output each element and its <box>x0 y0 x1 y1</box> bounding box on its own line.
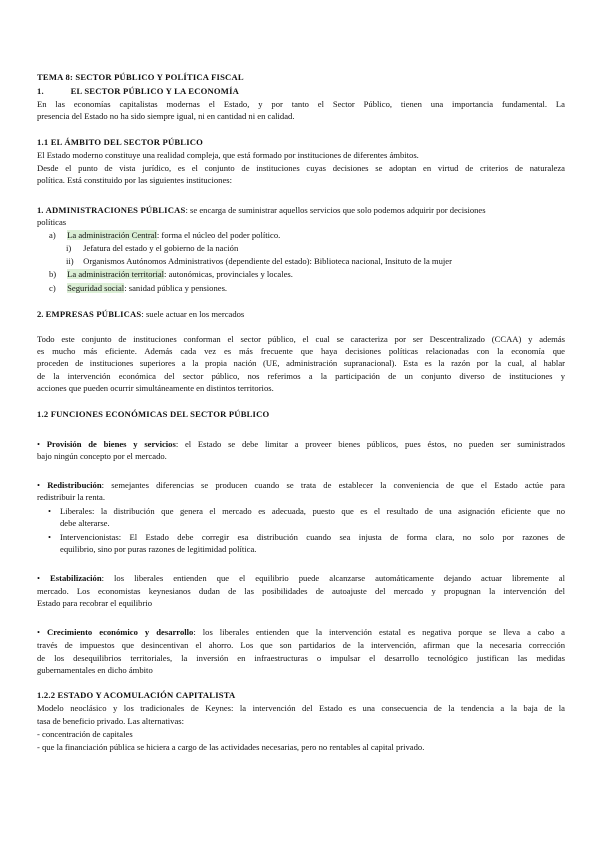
list-item-a <box>49 230 280 241</box>
estabilizacion-line-3: Estado para recobrar el equilibrio <box>37 598 153 608</box>
estabilizacion-text: : los liberales entienden que el equilibrio puede alcanzarse automáticamente dejando actuar libremente al <box>101 573 565 583</box>
list-item-text: Organismos Autónomos Administrativos (dependiente del estado): Biblioteca nacional, Insituto de la mujer <box>83 256 452 266</box>
s122-line-1: Modelo neoclásico y los tradicionales de Keynes: la intervención del Estado es una consecuencia de la tendencia a la baja de la <box>37 703 565 713</box>
list-item-i <box>66 243 238 254</box>
list-marker: b) <box>49 269 57 279</box>
list-marker: ii) <box>66 256 74 266</box>
list-item-c <box>49 283 227 294</box>
section-1-heading <box>37 86 565 97</box>
estabilizacion-line <box>37 573 565 584</box>
list-marker: a) <box>49 230 56 240</box>
s11-line-2: Desde el punto de vista jurídico, es el conjunto de instituciones cuyas decisiones se adoptan en virtud de criterios de naturaleza <box>37 163 565 173</box>
redistribucion-cont: redistribuir la renta. <box>37 492 106 502</box>
provision-line <box>37 439 565 450</box>
s11-line-1: El Estado moderno constituye una realidad compleja, que está formado por instituciones de diferentes ámbitos. <box>37 150 419 160</box>
administraciones-label: ADMINISTRACIONES PÚBLICAS <box>45 205 186 215</box>
estabilizacion-label: Estabilización <box>50 573 102 583</box>
conjunto-line-2: es mucho más eficiente. Además cada vez es más frecuente que haya decisiones políticas relacionadas con la economía que <box>37 346 565 356</box>
highlight-text: La administración Central <box>67 230 157 240</box>
list-item-text: : sanidad pública y pensiones. <box>124 283 228 293</box>
bullet-icon: • <box>37 439 41 449</box>
crecimiento-line-3: de los desequilibrios territoriales, la inversión en infraestructuras o impulsar el desarrollo tecnológico justifican las medidas <box>37 653 565 663</box>
crecimiento-text: : los liberales entienden que la intervención estatal es negativa porque se lleva a cabo a <box>193 627 565 637</box>
empresas-number: 2. <box>37 309 44 319</box>
crecimiento-label: Crecimiento económico y desarrollo <box>47 627 194 637</box>
bullet-icon: • <box>37 627 41 637</box>
section-1-title: EL SECTOR PÚBLICO Y LA ECONOMÍA <box>70 86 240 96</box>
empresas-line <box>37 309 565 320</box>
conjunto-line-5: acciones que pueden ocurrir simultáneamente en distintos territorios. <box>37 383 274 393</box>
estabilizacion-line-2: mercado. Los economistas keynesianos dudan de las posibilidades de autoajuste del mercado y propugnan la intervención del <box>37 586 565 596</box>
section-1-2-2-heading: 1.2.2 ESTADO Y ACOMULACIÓN CAPITALISTA <box>37 690 236 700</box>
bullet-icon: • <box>37 480 41 490</box>
redistribucion-label: Redistribución <box>47 480 102 490</box>
provision-text: : el Estado se debe limitar a proveer bienes públicos, pues éstos, no pueden ser suministrados <box>175 439 565 449</box>
list-item-text: Jefatura del estado y el gobierno de la nación <box>83 243 239 253</box>
administraciones-text: : se encarga de suministrar aquellos servicios que solo podemos adquirir por decisiones <box>185 205 486 215</box>
provision-label: Provisión de bienes y servicios <box>46 439 176 449</box>
bullet-icon: • <box>37 573 41 583</box>
administraciones-line <box>37 205 565 216</box>
highlight-text: Seguridad social <box>67 283 125 293</box>
highlight-text: La administración territorial <box>67 269 165 279</box>
crecimiento-line-2: través de impuestos que desincentivan el ahorro. Los que son partidarios de la intervención, afirman que la necesaria corrección <box>37 640 565 650</box>
empresas-label: EMPRESAS PÚBLICAS <box>45 309 142 319</box>
document-title: TEMA 8: SECTOR PÚBLICO Y POLÍTICA FISCAL <box>37 72 244 82</box>
list-item-text: : forma el núcleo del poder político. <box>156 230 281 240</box>
list-item-text: : autonómicas, provinciales y locales. <box>164 269 293 279</box>
section-1-2-heading: 1.2 FUNCIONES ECONÓMICAS DEL SECTOR PÚBLICO <box>37 409 270 419</box>
section-1-1-heading: 1.1 EL ÁMBITO DEL SECTOR PÚBLICO <box>37 137 204 147</box>
crecimiento-line <box>37 627 565 638</box>
empresas-text: : suele actuar en los mercados <box>141 309 245 319</box>
bullet-icon: • <box>48 532 52 542</box>
provision-cont: bajo ningún concepto por el mercado. <box>37 451 167 461</box>
intervencionistas-line-2: equilibrio, sino por puras razones de legitimidad política. <box>60 544 257 554</box>
liberales-line-1: Liberales: la distribución que genera el mercado es adecuada, puesto que es el resultado de una asignación eficiente que no <box>60 506 565 516</box>
liberales-line-2: debe alterarse. <box>60 518 110 528</box>
s122-line-3: - concentración de capitales <box>37 729 133 739</box>
intervencionistas-line-1: Intervencionistas: El Estado debe corregir esa distribución cuando sea injusta de forma clara, no solo por razones de <box>60 532 565 542</box>
conjunto-line-3: proceden de instituciones superiores a la propia nación (UE, administración supranacional). Esta es la razón por la cual, al hablar <box>37 358 565 368</box>
redistribucion-line <box>37 480 565 491</box>
list-item-ii <box>66 256 452 267</box>
crecimiento-line-4: gubernamentales en dicho ámbito <box>37 665 153 675</box>
conjunto-line-1: Todo este conjunto de instituciones conforman el sector público, el cual se caracteriza por ser Descentralizado (CCAA) y además <box>37 334 565 344</box>
list-item-b <box>49 269 293 280</box>
section-1-number: 1. <box>37 86 44 96</box>
intro-line-1: En las economías capitalistas modernas el Estado, y por tanto el Sector Público, tienen una importancia fundamental. La <box>37 99 565 109</box>
list-marker: i) <box>66 243 72 253</box>
administraciones-number: 1. <box>37 205 44 215</box>
administraciones-cont: políticas <box>37 217 67 227</box>
bullet-icon: • <box>48 506 52 516</box>
s122-line-4: - que la financiación pública se hiciera a cargo de las actividades necesarias, pero no rentables al capital privado. <box>37 742 425 752</box>
redistribucion-text: : semejantes diferencias se producen cuando se trata de establecer la conveniencia de que el Estado actúe para <box>101 480 565 490</box>
intro-line-2: presencia del Estado no ha sido siempre igual, ni en cantidad ni en calidad. <box>37 111 295 121</box>
conjunto-line-4: de la intervención económica del sector público, nos referimos a la participación de un conjunto diverso de instituciones y <box>37 371 565 381</box>
s11-line-3: política. Está constituido por las siguientes instituciones: <box>37 175 233 185</box>
list-marker: c) <box>49 283 56 293</box>
s122-line-2: tasa de beneficio privado. Las alternativas: <box>37 716 184 726</box>
